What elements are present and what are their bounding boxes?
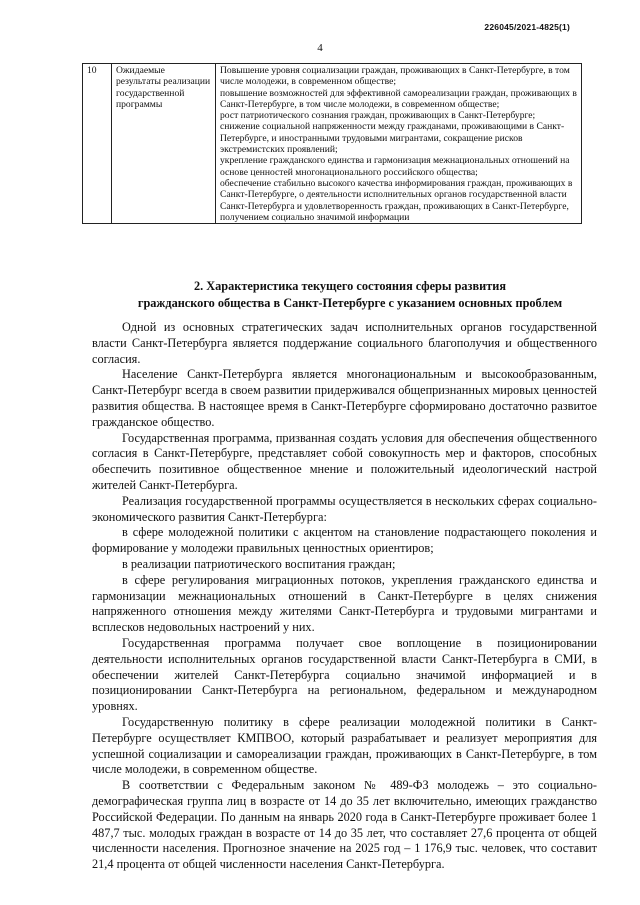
paragraph: Одной из основных стратегических задач исполнительных органов государственной власти Санкт-Петербурга является поддержание социального благополучия и общественного согласия. [92, 320, 597, 366]
row-label: Ожидаемые результаты реализации государственной программы [112, 64, 216, 224]
result-item: Повышение уровня социализации граждан, проживающих в Санкт-Петербурге, в том числе молодежи, в современном обществе; [220, 65, 570, 88]
result-item: повышение возможностей для эффективной самореализации граждан, проживающих в Санкт-Петербурге, в том числе молодежи, в современном обществе; [220, 87, 577, 110]
row-number: 10 [83, 64, 112, 224]
result-item: рост патриотического сознания граждан, проживающих в Санкт-Петербурге; [220, 110, 536, 122]
paragraph: в сфере молодежной политики с акцентом на становление подрастающего поколения и формирование у молодежи правильных ценностных ориентиров; [92, 525, 597, 556]
result-item: укрепление гражданского единства и гармонизация межнациональных отношений на основе ценностей многонационального российского общества; [220, 155, 570, 178]
paragraph: Государственная программа получает свое воплощение в позиционировании деятельности исполнительных органов государственной власти Санкт-Петербурга в СМИ, в обеспечении жителей Санкт-Петербурга социально значимой информацией и в позиционировании Санкт-Петербурга на региональном, федеральном и международном уровнях. [92, 635, 597, 714]
paragraph: Государственная программа, призванная создать условия для обеспечения общественного согласия в Санкт-Петербурге, представляет собой совокупность мер и факторов, способных обеспечить позитивное общественное мнение и положительный идеологический настрой жителей Санкт-Петербурга. [92, 430, 597, 492]
section-title-line: гражданского общества в Санкт-Петербурге с указанием основных проблем [137, 295, 563, 310]
paragraph: В соответствии с Федеральным законом № 489-ФЗ молодежь – это социально-демографическая группа лиц в возрасте от 14 до 35 лет включительно, имеющих гражданство Российской Федерации. По данным на январь 2020 года в Санкт-Петербурге проживает более 1 487,7 тыс. молодых граждан в возрасте от 14 до 35 лет, что составляет 27,6 процента от общей численности населения. Прогнозное значение на 2025 год – 1 176,9 тыс. человек, что составит 21,4 процента от общей численности населения Санкт-Петербурга. [92, 778, 597, 872]
section-title-line: 2. Характеристика текущего состояния сферы развития [193, 279, 507, 293]
paragraph: Реализация государственной программы осуществляется в нескольких сферах социально-экономического развития Санкт-Петербурга: [92, 493, 597, 524]
row-content [216, 64, 582, 224]
table-row [83, 64, 582, 224]
document-id: 226045/2021-4825(1) [484, 22, 570, 32]
page-number: 4 [317, 42, 323, 54]
paragraph: Население Санкт-Петербурга является многонациональным и высокообразованным, Санкт-Петербург всегда в своем развитии придерживался общепризнанных мировых ценностей развития общества. В настоящее время в Санкт-Петербурге сформировано достаточно развитое гражданское общество. [92, 367, 597, 429]
section-title [60, 278, 640, 311]
result-item: снижение социальной напряженности между гражданами, проживающими в Санкт-Петербурге, и иностранными трудовыми мигрантами, сокращение рисков экстремистских проявлений; [220, 121, 565, 156]
paragraph: в сфере регулирования миграционных потоков, укрепления гражданского единства и гармонизации межнациональных отношений в Санкт-Петербурге в целях снижения напряженного отношения между жителями Санкт-Петербурга и трудовыми мигрантами и всплесков недовольных настроений у них. [92, 572, 597, 635]
result-item: обеспечение стабильно высокого качества информирования граждан, проживающих в Санкт-Петербурге, о деятельности исполнительных органов государственной власти Санкт-Петербурга и удовлетворенность граждан, проживающих в Санкт-Петербурге, получением социально значимой информации [220, 177, 573, 223]
goals-table [82, 63, 582, 224]
paragraph: Государственную политику в сфере реализации молодежной политики в Санкт-Петербурге осуществляет КМПВОО, который разрабатывает и реализует мероприятия для успешной социализации и самореализации граждан, проживающих в Санкт-Петербурге, в том числе молодежи, в современном обществе. [92, 714, 597, 777]
paragraph: в реализации патриотического воспитания граждан; [122, 556, 396, 571]
body-text [92, 320, 597, 873]
